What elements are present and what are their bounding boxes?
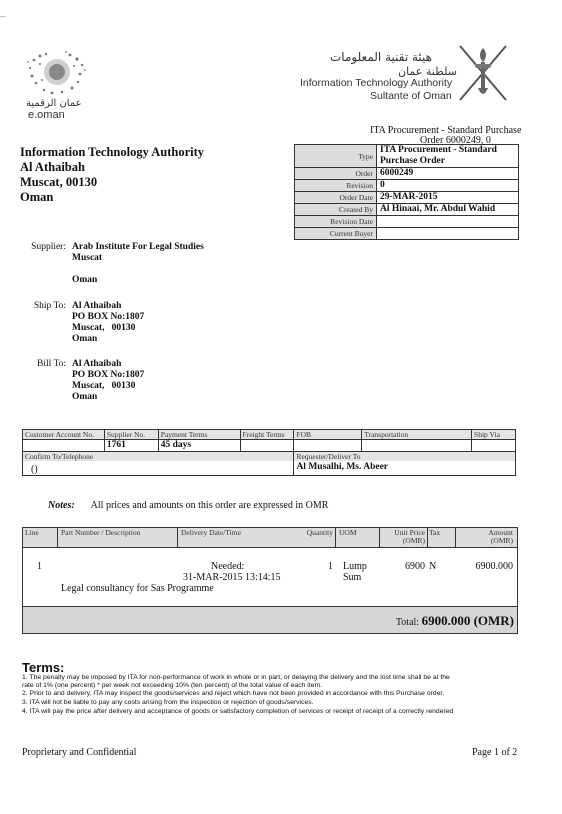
- info-value-order-date: 29-MAR-2015: [377, 192, 519, 204]
- info-label-created-by: Created By: [295, 204, 377, 216]
- ship-to-line: PO BOX No:1807: [72, 312, 145, 322]
- order-lines-table: [22, 527, 518, 634]
- eoman-arabic-text: عمان الرقمية: [26, 98, 82, 109]
- page-corner-mark: —: [0, 14, 6, 20]
- order-info-row: [295, 228, 519, 240]
- supplier-line: Oman: [72, 275, 98, 285]
- confirm-label: Confirm To/Telephone: [23, 452, 293, 461]
- supplier-line: Muscat: [72, 253, 103, 263]
- info-value-current-buyer: [377, 228, 519, 240]
- requester-value: Al Musalhi, Ms. Abeer: [296, 462, 389, 472]
- info-value-order: 6000249: [377, 168, 519, 180]
- footer-confidential: Proprietary and Confidential: [22, 747, 137, 758]
- header-transportation: Transportation: [362, 430, 472, 440]
- col-tax: Tax: [429, 528, 441, 537]
- ita-english-country: Sultante of Oman: [370, 90, 452, 102]
- confirm-value: (): [31, 464, 38, 475]
- notes-label: Notes:: [48, 500, 75, 511]
- col-divider: [379, 528, 380, 547]
- value-payment-terms: 45 days: [158, 440, 240, 452]
- total-bar: [23, 606, 517, 633]
- term-line: 2. Prior to and delivery, ITA may inspect the goods/services and reject which have not been provided in accordance with this Purchase order.: [22, 690, 445, 697]
- ita-arabic-name: هيئة تقنية المعلومات: [330, 50, 432, 64]
- value-freight-terms: [240, 440, 294, 452]
- header-freight-terms: Freight Terms: [240, 430, 294, 440]
- col-amount: [463, 529, 513, 545]
- info-label-current-buyer: Current Buyer: [295, 228, 377, 240]
- customer-terms-table: [22, 429, 516, 476]
- order-info-row: [295, 145, 519, 168]
- buyer-address1: Al Athaibah: [20, 160, 85, 174]
- buyer-address2: Muscat, 00130: [20, 175, 98, 189]
- order-info-row: [295, 216, 519, 228]
- total-value: 6900.000 (OMR): [421, 613, 514, 628]
- order-lines-header: [23, 528, 517, 548]
- col-quantity: Quantity: [306, 528, 333, 537]
- term-line: rate of 1% (one percent) * per week not exceeding 10% (ten percent) of the total value of each item.: [22, 682, 322, 689]
- customer-table-contact-row: [23, 452, 516, 476]
- info-label-revision: Revision: [295, 180, 377, 192]
- header-ship-via: Ship Via: [472, 430, 516, 440]
- order-info-row: [295, 168, 519, 180]
- requester-cell: [294, 452, 516, 476]
- notes-text: All prices and amounts on this order are expressed in OMR: [90, 500, 329, 511]
- order-info-row: [295, 192, 519, 204]
- value-supplier-no: 1761: [104, 440, 158, 452]
- col-uom: UOM: [339, 528, 357, 537]
- terms-heading: Terms:: [22, 660, 65, 675]
- col-divider: [57, 528, 58, 547]
- buyer-country: Oman: [20, 190, 54, 204]
- document-title: ITA Procurement - Standard Purchase: [370, 125, 522, 136]
- oman-emblem-icon: [452, 38, 514, 110]
- ita-english-name: Information Technology Authority: [300, 77, 453, 89]
- col-divider: [427, 528, 428, 547]
- line-quantity: 1: [328, 561, 333, 572]
- order-info-row: [295, 204, 519, 216]
- info-value-type: ITA Procurement - Standard Purchase Order: [377, 145, 519, 168]
- value-ship-via: [472, 440, 516, 452]
- total: [396, 613, 514, 629]
- supplier-label: Supplier:: [31, 242, 66, 252]
- bill-to-line: Muscat, 00130: [72, 381, 136, 391]
- bill-to-line: Oman: [72, 392, 98, 402]
- line-description: Legal consultancy for Sas Programme: [61, 583, 214, 594]
- info-value-revision-date: [377, 216, 519, 228]
- value-fob: [294, 440, 362, 452]
- ship-to-label: Ship To:: [33, 301, 66, 311]
- ship-to-line: Al Athaibah: [72, 301, 122, 311]
- ship-to-line: Muscat, 00130: [72, 323, 136, 333]
- order-info-table: [294, 144, 519, 240]
- line-uom-1: Lump: [343, 561, 367, 572]
- amount-currency: (OMR): [490, 536, 513, 545]
- info-label-revision-date: Revision Date: [295, 216, 377, 228]
- supplier-address: [72, 242, 204, 286]
- info-label-order: Order: [295, 168, 377, 180]
- buyer-name: Information Technology Authority: [20, 145, 205, 159]
- needed-date: 31-MAR-2015 13:14:15: [183, 572, 281, 583]
- col-divider: [455, 528, 456, 547]
- bill-to-line: Al Athaibah: [72, 359, 122, 369]
- col-delivery: Delivery Date/Time: [181, 528, 241, 537]
- unit-price-currency: (OMR): [402, 536, 425, 545]
- total-label: Total:: [395, 617, 420, 628]
- document-order-ref: Order 6000249, 0: [420, 135, 491, 146]
- customer-table-value-row: [23, 440, 516, 452]
- info-value-revision: 0: [377, 180, 519, 192]
- order-info-row: [295, 180, 519, 192]
- notes: [48, 500, 328, 511]
- term-line: 1. The penalty may be imposed by ITA for non-performance of work in whole or in part, or delaying the delivery and the lost time shall be at the: [22, 674, 450, 681]
- eoman-logo-text: e.oman: [28, 109, 65, 121]
- header-payment-terms: Payment Terms: [158, 430, 240, 440]
- value-transportation: [362, 440, 472, 452]
- customer-table-header-row: [23, 430, 516, 440]
- bill-to-line: PO BOX No:1807: [72, 370, 145, 380]
- requester-label: Requester/Deliver To: [294, 452, 515, 461]
- supplier-line: [72, 264, 204, 275]
- ship-to-address: [72, 301, 144, 345]
- col-divider: [335, 528, 336, 547]
- line-amount: 6900.000: [475, 561, 513, 572]
- confirm-cell: [23, 452, 294, 476]
- needed-label: Needed:: [211, 561, 245, 572]
- info-label-order-date: Order Date: [295, 192, 377, 204]
- line-number: 1: [37, 561, 42, 572]
- value-customer-account: [23, 440, 105, 452]
- info-value-created-by: Al Hinaai, Mr. Abdul Wahid: [377, 204, 519, 216]
- supplier-line: Arab Institute For Legal Studies: [72, 242, 204, 252]
- line-uom-2: Sum: [343, 572, 362, 583]
- info-label-type: Type: [295, 145, 377, 168]
- col-part: Part Number / Description: [61, 528, 141, 537]
- header-fob: FOB: [294, 430, 362, 440]
- bill-to-address: [72, 359, 144, 403]
- col-unit-price: [383, 529, 425, 545]
- col-line: Line: [25, 528, 39, 537]
- ship-to-line: Oman: [72, 334, 98, 344]
- header-customer-account: Customer Account No.: [23, 430, 105, 440]
- term-line: 4. ITA will pay the price after delivery and acceptance of goods or satisfactory completion of services or receipt of receipt of a correctly rendered: [22, 708, 454, 715]
- bill-to-label: Bill To:: [37, 359, 66, 369]
- term-line: 3. ITA will not be liable to pay any costs arising from the inspection or rejection of goods/services.: [22, 699, 314, 706]
- col-divider: [177, 528, 178, 547]
- amount-label: Amount: [488, 528, 513, 537]
- line-tax: N: [429, 561, 437, 572]
- unit-price-label: Unit Price: [394, 528, 425, 537]
- ita-arabic-country: سلطنة عمان: [398, 65, 457, 78]
- header-supplier-no: Supplier No.: [104, 430, 158, 440]
- line-unit-price: 6900: [405, 561, 425, 572]
- buyer-organization: [20, 145, 204, 205]
- footer-page-number: Page 1 of 2: [472, 747, 518, 758]
